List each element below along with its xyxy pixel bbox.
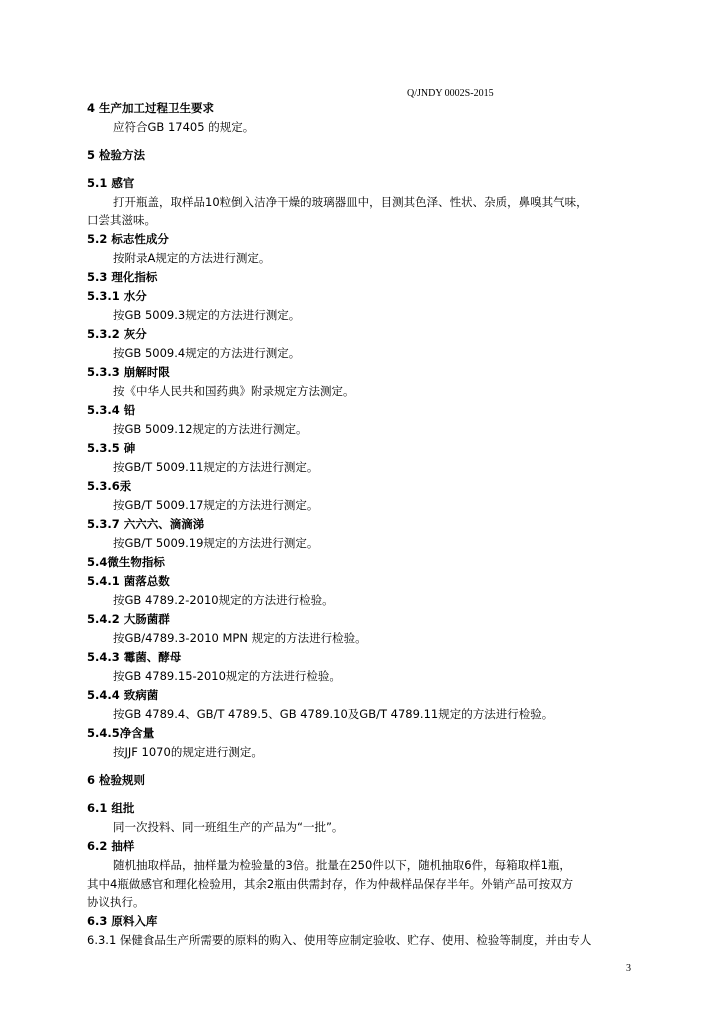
section-heading: 5.3.2 灰分: [87, 327, 147, 341]
paragraph-line: 按GB 4789.15-2010规定的方法进行检验。: [113, 669, 341, 683]
section-heading: 5.3.4 铅: [87, 403, 136, 417]
section-heading: 5.4.5净含量: [87, 726, 155, 740]
section-heading: 5 检验方法: [87, 148, 146, 162]
paragraph-line: 同一次投料、同一班组生产的产品为“一批”。: [113, 820, 344, 834]
section-heading: 5.4.2 大肠菌群: [87, 612, 170, 626]
paragraph-line: 打开瓶盖，取样品10粒倒入洁净干燥的玻璃器皿中，目测其色泽、性状、杂质，鼻嗅其气味，: [113, 195, 588, 209]
paragraph-line: 按GB/T 5009.11规定的方法进行测定。: [113, 460, 319, 474]
paragraph-line: 按GB 4789.4、GB/T 4789.5、GB 4789.10及GB/T 4789.11规定的方法进行检验。: [113, 707, 554, 721]
section-heading: 5.3.5 砷: [87, 441, 136, 455]
paragraph-line: 按附录A规定的方法进行测定。: [113, 251, 271, 265]
section-heading: 5.3.7 六六六、滴滴涕: [87, 517, 205, 531]
paragraph-line: 应符合GB 17405 的规定。: [113, 120, 255, 134]
paragraph-line: 按JJF 1070的规定进行测定。: [113, 745, 263, 759]
paragraph-line: 按《中华人民共和国药典》附录规定方法测定。: [113, 384, 355, 398]
paragraph-line: 按GB 5009.12规定的方法进行测定。: [113, 422, 308, 436]
section-heading: 5.4.1 菌落总数: [87, 574, 170, 588]
page-number: 3: [626, 963, 631, 974]
section-heading: 5.3 理化指标: [87, 270, 158, 284]
paragraph-line: 按GB/T 5009.17规定的方法进行测定。: [113, 498, 319, 512]
section-heading: 6.2 抽样: [87, 839, 135, 853]
paragraph-line: 6.3.1 保健食品生产所需要的原料的购入、使用等应制定验收、贮存、使用、检验等制度，并由专人: [87, 933, 592, 947]
paragraph-line: 口尝其滋味。: [87, 213, 156, 227]
section-heading: 5.2 标志性成分: [87, 232, 169, 246]
paragraph-line: 按GB 5009.3规定的方法进行测定。: [113, 308, 301, 322]
section-heading: 5.4.4 致病菌: [87, 688, 159, 702]
section-heading: 4 生产加工过程卫生要求: [87, 101, 215, 115]
section-heading: 5.3.1 水分: [87, 289, 147, 303]
paragraph-line: 随机抽取样品，抽样量为检验量的3倍。批量在250件以下，随机抽取6件，每箱取样1瓶，: [113, 858, 571, 872]
paragraph-line: 其中4瓶做感官和理化检验用，其余2瓶由供需封存，作为仲裁样品保存半年。外销产品可按双方: [87, 877, 574, 891]
paragraph-line: 按GB/T 5009.19规定的方法进行测定。: [113, 536, 319, 550]
paragraph-line: 按GB 4789.2-2010规定的方法进行检验。: [113, 593, 334, 607]
section-heading: 5.3.3 崩解时限: [87, 365, 170, 379]
section-heading: 5.3.6汞: [87, 479, 132, 493]
section-heading: 6 检验规则: [87, 773, 146, 787]
section-heading: 5.1 感官: [87, 176, 135, 190]
section-heading: 5.4.3 霉菌、酵母: [87, 650, 182, 664]
paragraph-line: 协议执行。: [87, 895, 145, 909]
document-code: Q/JNDY 0002S-2015: [407, 88, 494, 99]
paragraph-line: 按GB/4789.3-2010 MPN 规定的方法进行检验。: [113, 631, 367, 645]
section-heading: 6.3 原料入库: [87, 914, 158, 928]
section-heading: 6.1 组批: [87, 801, 135, 815]
section-heading: 5.4微生物指标: [87, 555, 165, 569]
paragraph-line: 按GB 5009.4规定的方法进行测定。: [113, 346, 301, 360]
